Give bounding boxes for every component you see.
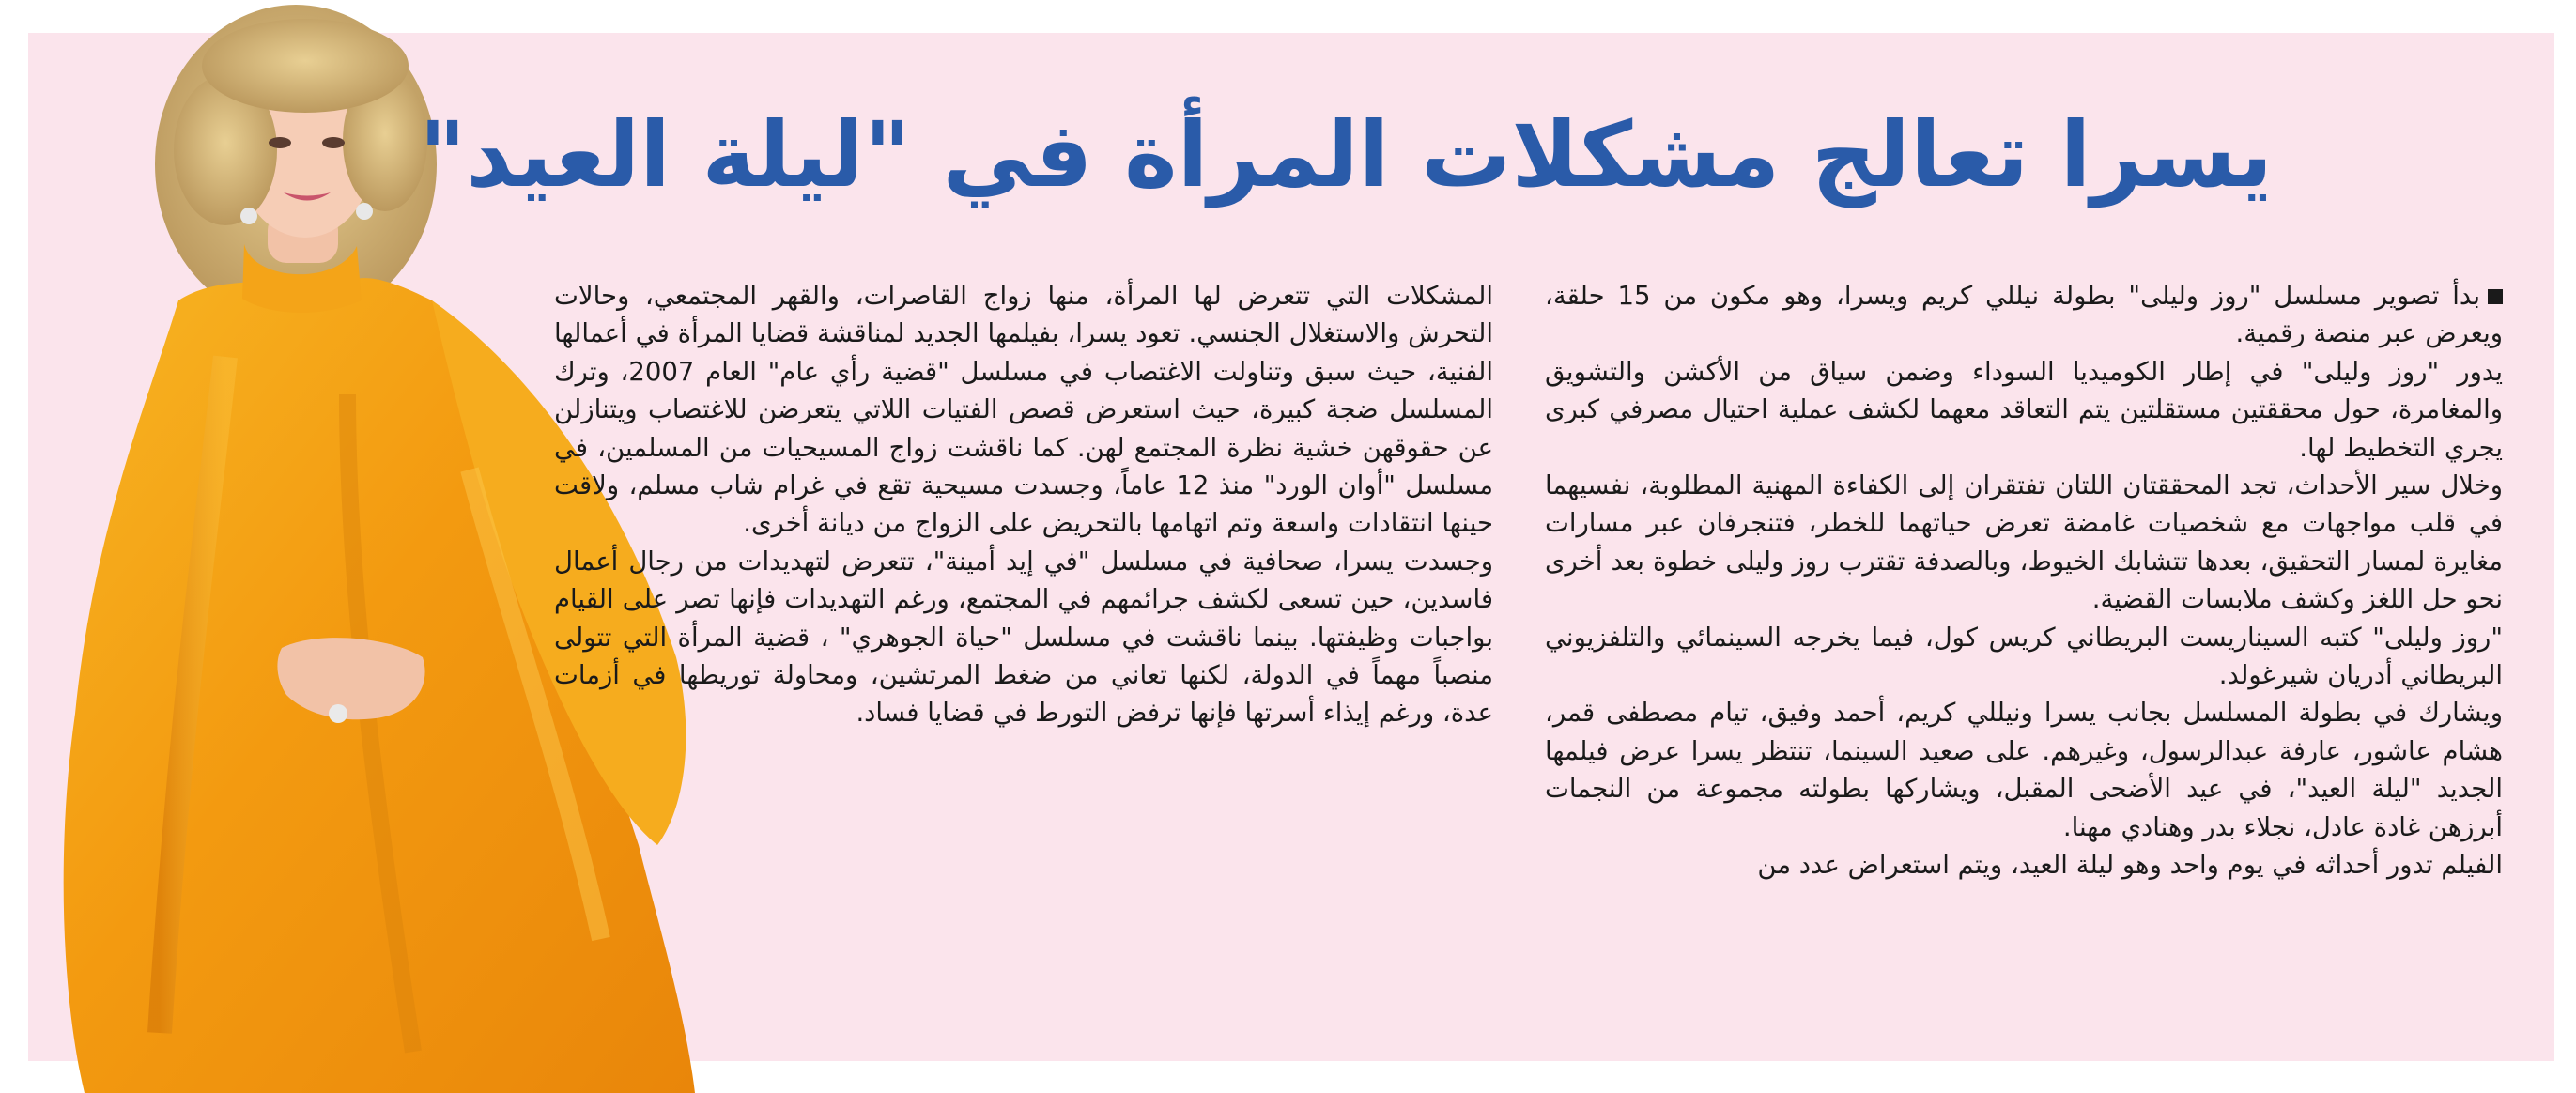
paragraph: ويشارك في بطولة المسلسل بجانب يسرا ونيللي كريم، أحمد وفيق، تيام مصطفى قمر، هشام عاشور، عارفة عبدالرسول، وغيرهم. على صعيد السينما، تنتظر يسرا عرض فيلمها الجديد "ليلة العيد"، في عيد الأضحى المقبل، ويشاركها بطولته مجموعة من النجمات أبرزهن غادة عادل، نجلاء بدر وهنادي مهنا. bbox=[1545, 698, 2503, 842]
paragraph: وخلال سير الأحداث، تجد المحققتان اللتان تفتقران إلى الكفاءة المهنية المطلوبة، نفسيهما في قلب مواجهات مع شخصيات غامضة تعرض حياتهما للخطر، فتنجرفان عبر مسارات مغايرة لمسار التحقيق، بعدها تتشابك الخيوط، وبالصدفة تقترب روز وليلى خطوة بعد أخرى نحو حل اللغز وكشف ملابسات القضية. bbox=[1545, 470, 2503, 615]
paragraph: يدور "روز وليلى" في إطار الكوميديا السوداء وضمن سياق من الأكشن والتشويق والمغامرة، حول محققتين مستقلتين يتم التعاقد معهما لكشف عملية احتيال مصرفي كبرى يجري التخطيط لها. bbox=[1545, 356, 2503, 463]
article-column-right bbox=[1545, 277, 2503, 1028]
paragraph: "روز وليلى" كتبه السيناريست البريطاني كريس كول، فيما يخرجه السينمائي والتلفزيوني البريطاني أدريان شيرغولد. bbox=[1545, 622, 2503, 691]
paragraph: الفيلم تدور أحداثه في يوم واحد وهو ليلة العيد، ويتم استعراض عدد من bbox=[1757, 850, 2503, 881]
article-column-left bbox=[554, 277, 1493, 1028]
paragraph: بدأ تصوير مسلسل "روز وليلى" بطولة نيللي كريم ويسرا، وهو مكون من 15 حلقة، ويعرض عبر منصة رقمية. bbox=[1545, 281, 2503, 349]
paragraph: المشكلات التي تتعرض لها المرأة، منها زواج القاصرات، والقهر المجتمعي، وحالات التحرش والاستغلال الجنسي. تعود يسرا، بفيلمها الجديد لمناقشة قضايا المرأة في أعمالها الفنية، حيث سبق وتناولت الاغتصاب في مسلسل "قضية رأي عام" العام 2007، وترك المسلسل ضجة كبيرة، حيث استعرض قصص الفتيات اللاتي يتعرضن للاغتصاب ويتنازلن عن حقوقهن خشية نظرة المجتمع لهن. كما ناقشت زواج المسيحيات من المسلمين، في مسلسل "أوان الورد" منذ 12 عاماً، وجسدت مسيحية تقع في غرام شاب مسلم، ولاقت حينها انتقادات واسعة وتم اتهامها بالتحريض على الزواج من ديانة أخرى. bbox=[554, 281, 1493, 539]
bullet-square-icon bbox=[2488, 289, 2503, 304]
paragraph: وجسدت يسرا، صحافية في مسلسل "في إيد أمينة"، تتعرض لتهديدات من رجال أعمال فاسدين، حين تسعى لكشف جرائمهم في المجتمع، ورغم التهديدات فإنها تصر على القيام بواجبات وظيفتها. بينما ناقشت في مسلسل "حياة الجوهري" ، قضية المرأة التي تتولى منصباً مهماً في الدولة، لكنها تعاني من ضغط المرتشين، ومحاولة توريطها في أزمات عدة، ورغم إيذاء أسرتها فإنها ترفض التورط في قضايا فساد. bbox=[554, 546, 1493, 729]
headline: يسرا تعالج مشكلات المرأة في "ليلة العيد" bbox=[419, 102, 2273, 208]
